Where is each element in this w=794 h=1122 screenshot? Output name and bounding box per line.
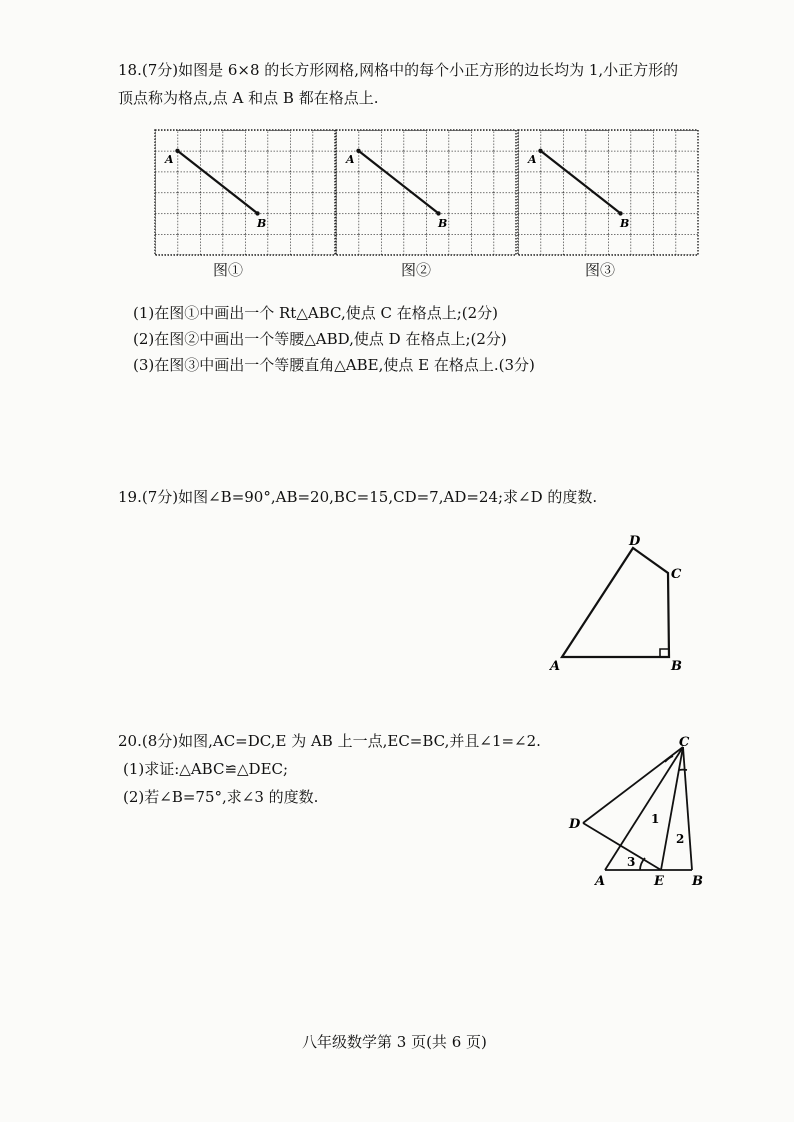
label-a: A xyxy=(550,659,561,674)
label-b: B xyxy=(671,659,682,674)
q18-line-2: 顶点称为格点,点 A 和点 B 都在格点上. xyxy=(118,89,379,107)
label-b-2: B xyxy=(438,217,448,230)
label-c: C xyxy=(679,735,690,750)
grid-3 xyxy=(518,130,698,255)
label-b-1: B xyxy=(257,217,267,230)
label-b: B xyxy=(692,874,703,889)
label-c: C xyxy=(671,567,682,582)
q20-triangles-figure xyxy=(555,730,725,890)
q18-grid-figures xyxy=(0,0,794,300)
label-e: E xyxy=(654,874,664,889)
label-a: A xyxy=(595,874,606,889)
page-footer: 八年级数学第 3 页(共 6 页) xyxy=(302,1033,487,1051)
q20-line-1: 20.(8分)如图,AC=DC,E 为 AB 上一点,EC=BC,并且∠1=∠2. xyxy=(118,732,541,750)
angle-label-2: 2 xyxy=(676,832,685,846)
label-a-2: A xyxy=(346,153,355,166)
q18-item-2: (2)在图②中画出一个等腰△ABD,使点 D 在格点上;(2分) xyxy=(133,330,507,348)
label-b-3: B xyxy=(620,217,630,230)
quadrilateral-abcd xyxy=(562,548,669,657)
angle-3-arc xyxy=(640,858,645,870)
q18-item-3: (3)在图③中画出一个等腰直角△ABE,使点 E 在格点上.(3分) xyxy=(133,356,535,374)
grid-1 xyxy=(155,130,335,255)
q19-quadrilateral-figure xyxy=(540,530,700,680)
q20-item-1: (1)求证:△ABC≌△DEC; xyxy=(123,760,289,778)
angle-label-1: 1 xyxy=(651,812,660,826)
label-d: D xyxy=(569,817,581,832)
grid-figure-3 xyxy=(518,130,698,255)
q18-item-1: (1)在图①中画出一个 Rt△ABC,使点 C 在格点上;(2分) xyxy=(133,304,499,322)
segment-bc xyxy=(683,747,692,870)
grid-2 xyxy=(336,130,516,255)
grid-figure-1 xyxy=(155,130,335,255)
q20-item-2: (2)若∠B=75°,求∠3 的度数. xyxy=(123,788,319,806)
q18-line-1: 18.(7分)如图是 6×8 的长方形网格,网格中的每个小正方形的边长均为 1,小正方形的 xyxy=(118,61,679,79)
caption-figure-2: 图② xyxy=(401,261,432,279)
angle-label-3: 3 xyxy=(627,855,636,869)
caption-figure-3: 图③ xyxy=(585,261,616,279)
q19-text: 19.(7分)如图∠B=90°,AB=20,BC=15,CD=7,AD=24;求∠D 的度数. xyxy=(118,488,598,506)
label-a-3: A xyxy=(528,153,537,166)
right-angle-mark xyxy=(660,649,669,657)
segment-de xyxy=(583,823,661,870)
label-d: D xyxy=(629,534,641,549)
grid-figure-2 xyxy=(336,130,516,255)
caption-figure-1: 图① xyxy=(213,261,244,279)
label-a-1: A xyxy=(165,153,174,166)
